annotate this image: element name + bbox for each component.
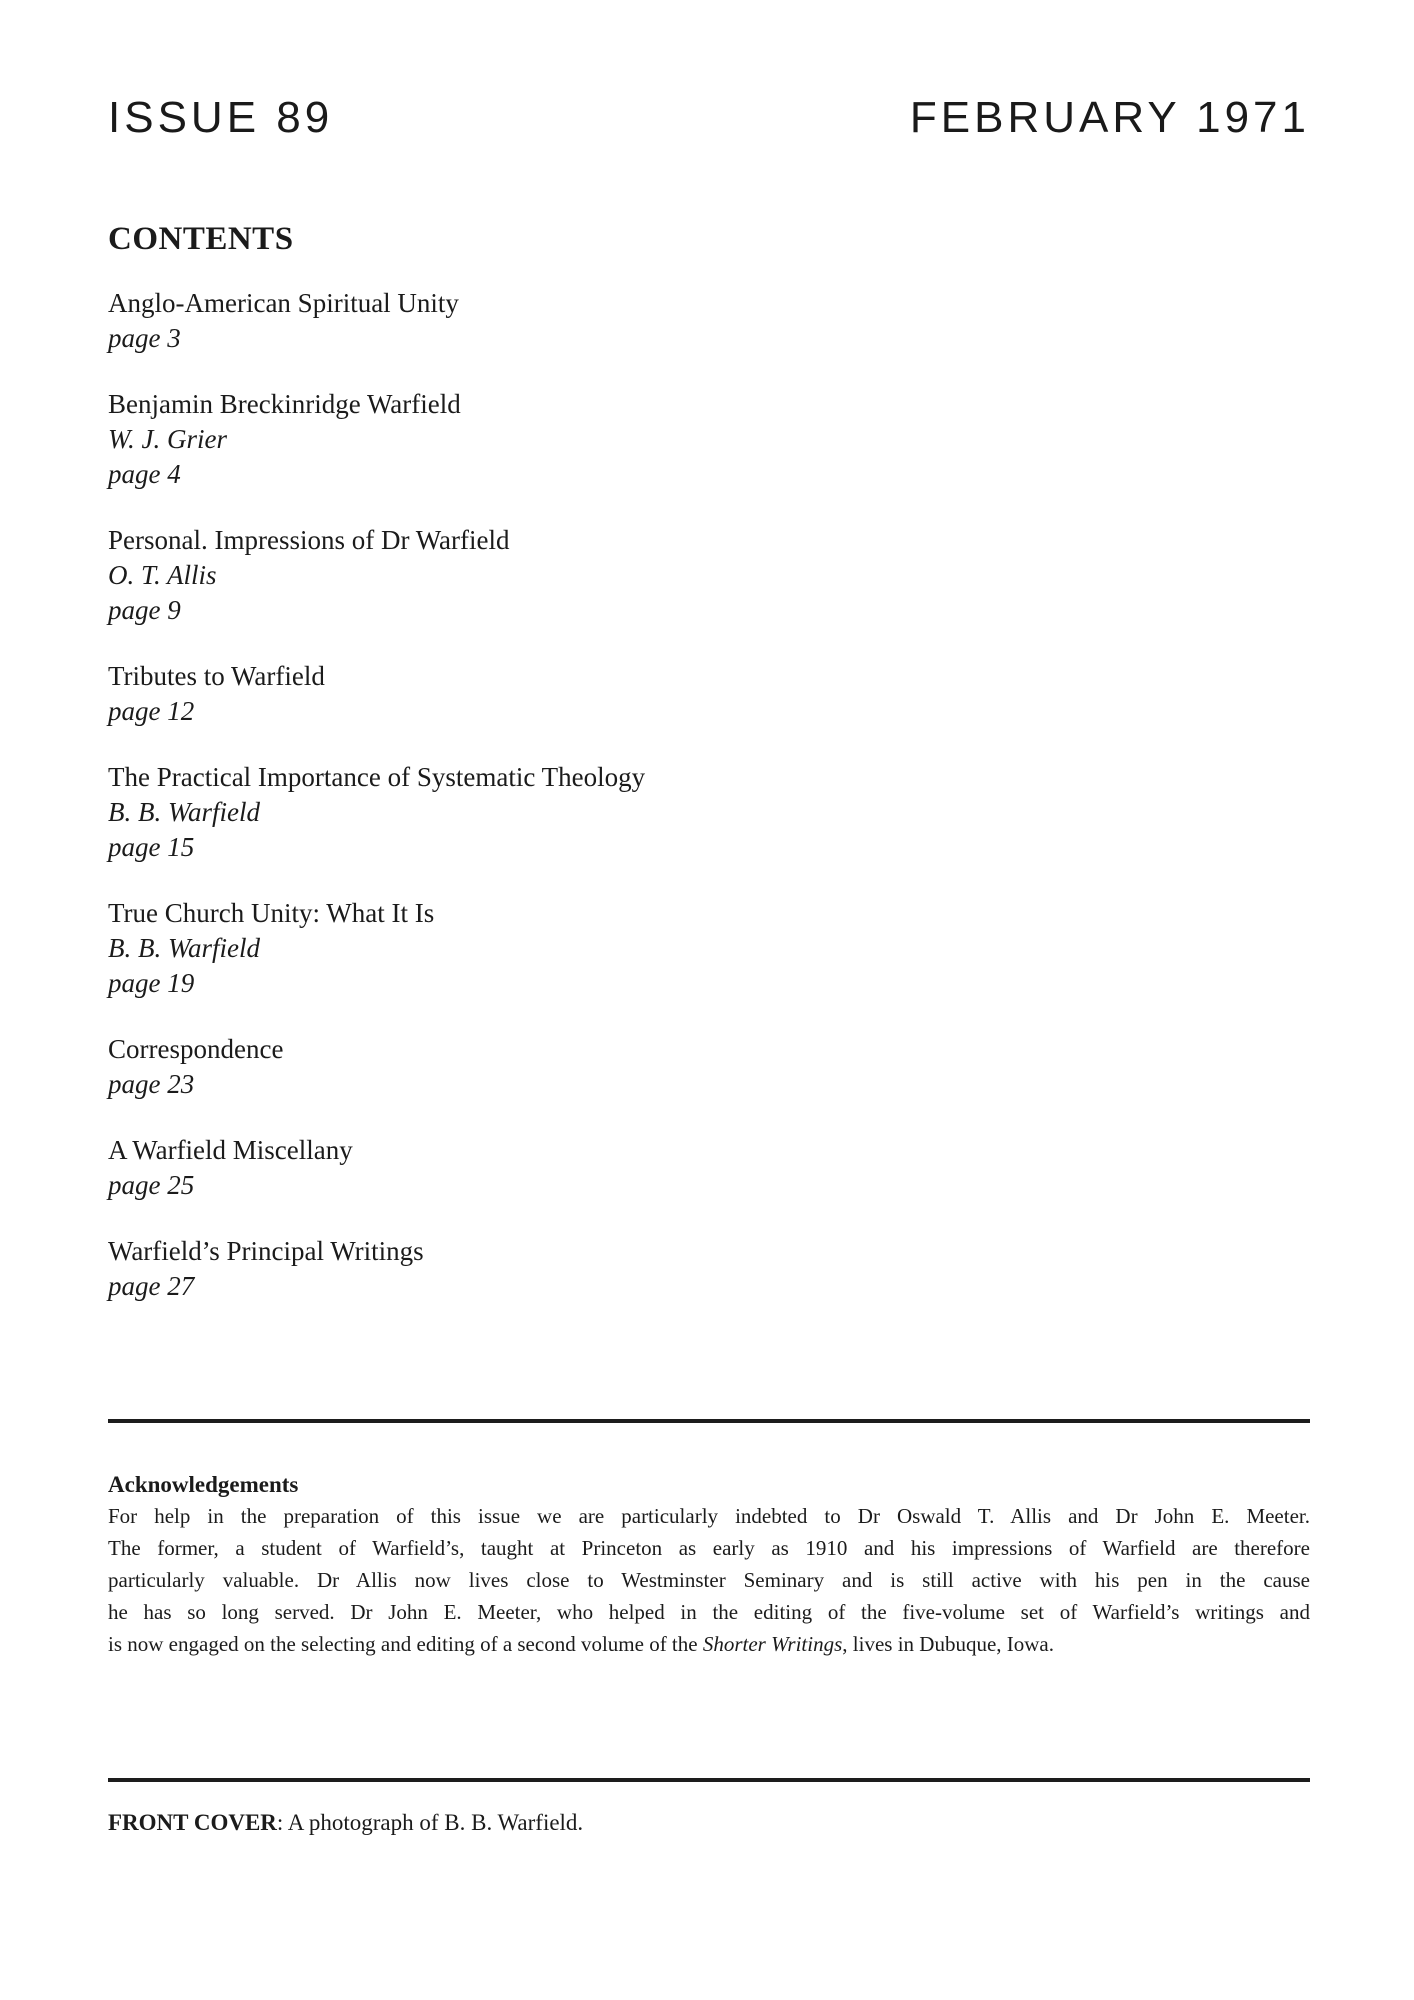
body-text: The former, a student of Warfield’s, taught at Princeton as early as 1910 and his impressions of Warfield are therefore	[108, 1536, 1310, 1560]
entry-title: A Warfield Miscellany	[108, 1135, 353, 1165]
contents-entry	[108, 659, 1310, 729]
acknowledgements-divider	[108, 1419, 1310, 1423]
acknowledgements-text	[108, 1500, 1310, 1660]
body-text: particularly valuable. Dr Allis now lives close to Westminster Seminary and is still active with his pen in the cause	[108, 1568, 1310, 1592]
entry-page-number: page 15	[108, 832, 195, 862]
contents-entry	[108, 523, 1310, 628]
acknowledgements-heading: Acknowledgements	[108, 1472, 299, 1497]
entry-title: The Practical Importance of Systematic Theology	[108, 762, 646, 792]
acknowledgements-line	[108, 1532, 1310, 1564]
front-cover-note	[108, 1808, 1310, 1838]
acknowledgements-line	[108, 1596, 1310, 1628]
entry-title: Warfield’s Principal Writings	[108, 1236, 424, 1266]
entry-author: B. B. Warfield	[108, 933, 260, 963]
contents-heading: CONTENTS	[108, 221, 294, 257]
entry-title: Correspondence	[108, 1034, 284, 1064]
entry-title: Anglo-American Spiritual Unity	[108, 288, 459, 318]
issue-label: ISSUE 89	[108, 93, 334, 142]
entry-page-number: page 4	[108, 459, 181, 489]
entry-page-number: page 12	[108, 696, 195, 726]
entry-title: True Church Unity: What It Is	[108, 898, 435, 928]
entry-author: B. B. Warfield	[108, 797, 260, 827]
front-cover-label: FRONT COVER	[108, 1810, 277, 1835]
contents-entry	[108, 286, 1310, 356]
contents-list	[108, 286, 1310, 1304]
contents-entry	[108, 760, 1310, 865]
contents-entry	[108, 1234, 1310, 1304]
entry-title: Tributes to Warfield	[108, 661, 325, 691]
entry-author: O. T. Allis	[108, 560, 217, 590]
acknowledgements-line	[108, 1564, 1310, 1596]
contents-entry	[108, 1133, 1310, 1203]
entry-page-number: page 9	[108, 595, 181, 625]
front-cover-text: : A photograph of B. B. Warfield.	[276, 1810, 584, 1835]
contents-entry	[108, 1032, 1310, 1102]
body-text: , lives in Dubuque, Iowa.	[842, 1632, 1054, 1656]
entry-title: Benjamin Breckinridge Warfield	[108, 389, 461, 419]
entry-page-number: page 3	[108, 323, 181, 353]
entry-title: Personal. Impressions of Dr Warfield	[108, 525, 510, 555]
entry-page-number: page 25	[108, 1170, 195, 1200]
entry-page-number: page 19	[108, 968, 195, 998]
front-cover-divider	[108, 1778, 1310, 1782]
acknowledgements-line	[108, 1500, 1310, 1532]
acknowledgements-line	[108, 1628, 1310, 1660]
entry-author: W. J. Grier	[108, 424, 227, 454]
contents-entry	[108, 896, 1310, 1001]
body-text: is now engaged on the selecting and editing of a second volume of the	[108, 1632, 703, 1656]
body-text: For help in the preparation of this issue we are particularly indebted to Dr Oswald T. Allis and Dr John E. Meeter.	[108, 1504, 1310, 1528]
body-text: he has so long served. Dr John E. Meeter, who helped in the editing of the five-volume set of Warfield’s writings and	[108, 1600, 1310, 1624]
italic-text: Shorter Writings	[702, 1632, 843, 1656]
date-label: FEBRUARY 1971	[909, 93, 1310, 142]
entry-page-number: page 23	[108, 1069, 195, 1099]
masthead	[108, 95, 1310, 141]
contents-entry	[108, 387, 1310, 492]
entry-page-number: page 27	[108, 1271, 195, 1301]
